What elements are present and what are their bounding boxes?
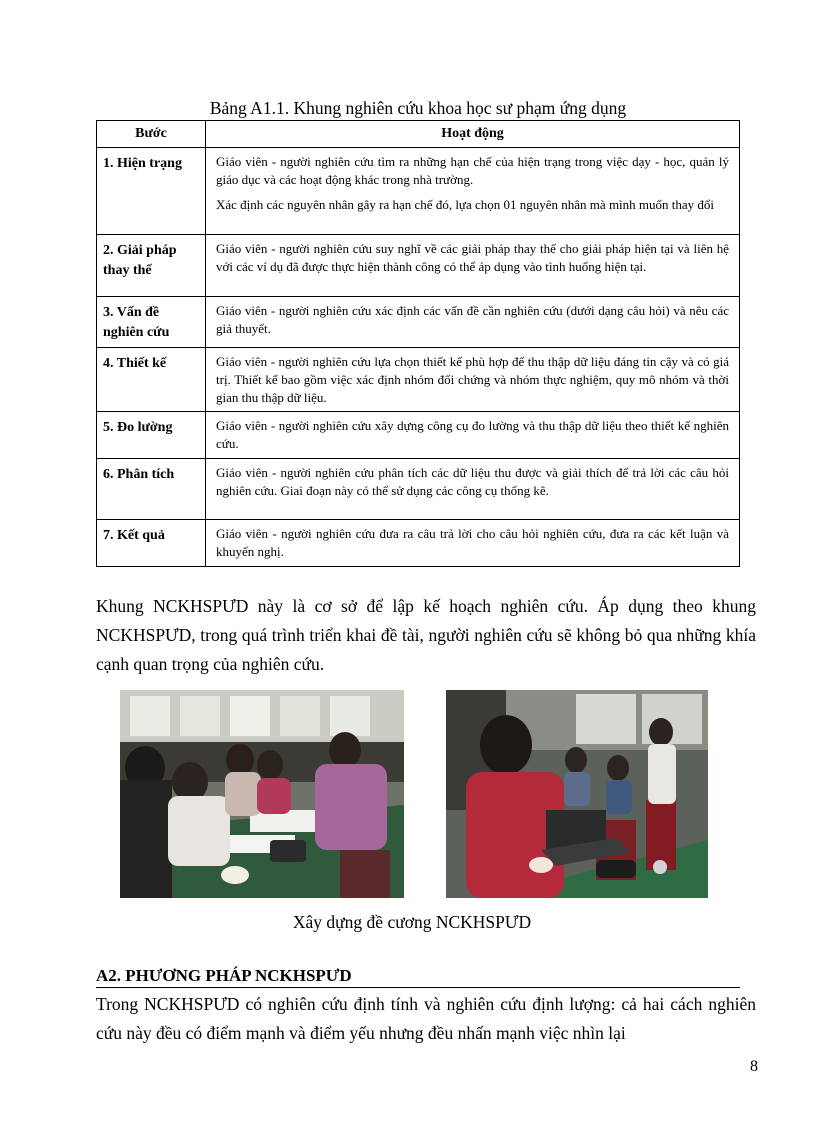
activity-text: Giáo viên - người nghiên cứu xây dựng công cụ đo lường và thu thập dữ liệu theo thiết kế nghiên cứu. [216,418,729,451]
activity-cell [206,459,740,520]
table-row [97,412,740,459]
table-row [97,348,740,412]
activity-cell [206,412,740,459]
step-cell: 2. Giải pháp thay thế [97,235,206,297]
activity-text: Xác định các nguyên nhân gây ra hạn chế đó, lựa chọn 01 nguyên nhân mà mình muốn thay đổi [216,197,715,212]
activity-text: Giáo viên - người nghiên cứu tìm ra những hạn chế của hiện trạng trong việc dạy - học, quản lý giáo dục và các hoạt động khác trong nhà trường. [216,154,729,187]
activity-text: Giáo viên - người nghiên cứu suy nghĩ về các giải pháp thay thế cho giải pháp hiện tại và liên hệ với các ví dụ đã được thực hiện thành công có thể áp dụng vào tình huống hiện tại. [216,241,729,274]
activity-cell [206,348,740,412]
page-number: 8 [750,1058,758,1075]
activity-text: Giáo viên - người nghiên cứu phân tích các dữ liệu thu được và giải thích để trả lời các câu hỏi nghiên cứu. Giai đoạn này có thể sử dụng các công cụ thống kê. [216,465,729,498]
body-paragraph: Trong NCKHSPƯD có nghiên cứu định tính và nghiên cứu định lượng: cả hai cách nghiên cứu này đều có điểm mạnh và điểm yếu nhưng đều nhấn mạnh việc nhìn lại [96,994,756,1043]
body-paragraph: Khung NCKHSPƯD này là cơ sở để lập kế hoạch nghiên cứu. Áp dụng theo khung NCKHSPƯD, trong quá trình triển khai đề tài, người nghiên cứu sẽ không bỏ qua những khía cạnh quan trọng của nghiên cứu. [96,596,756,674]
table-caption: Bảng A1.1. Khung nghiên cứu khoa học sư phạm ứng dụng [209,98,627,118]
photo-caption: Xây dựng đề cương NCKHSPƯD [292,912,532,932]
activity-cell [206,520,740,567]
step-cell: 7. Kết quả [97,520,206,567]
activity-text: Giáo viên - người nghiên cứu xác định các vấn đề cần nghiên cứu (dưới dạng câu hỏi) và nêu các giả thuyết. [216,303,729,336]
table-row [97,235,740,297]
step-cell: 6. Phân tích [97,459,206,520]
step-cell: 3. Vấn đề nghiên cứu [97,297,206,348]
table-row [97,148,740,235]
activity-text: Giáo viên - người nghiên cứu đưa ra câu trả lời cho câu hỏi nghiên cứu, đưa ra các kết luận và khuyến nghị. [216,526,729,559]
column-header-step: Bước [97,121,206,148]
activity-text: Giáo viên - người nghiên cứu lựa chọn thiết kế phù hợp để thu thập dữ liệu đáng tin cậy và có giá trị. Thiết kế bao gồm việc xác định nhóm đối chứng và nhóm thực nghiệm, quy mô nhóm và thời gian thu thập dữ liệu. [216,354,729,405]
activity-cell [206,297,740,348]
column-header-activity: Hoạt động [206,121,740,148]
workshop-photo-right [446,690,708,898]
activity-cell [206,235,740,297]
table-row [97,459,740,520]
workshop-photo-left [120,690,404,898]
section-heading: A2. PHƯƠNG PHÁP NCKHSPƯD [96,966,740,988]
step-cell: 4. Thiết kế [97,348,206,412]
table-header-row [97,121,740,148]
step-cell: 5. Đo lường [97,412,206,459]
activity-cell [206,148,740,235]
table-row [97,297,740,348]
research-framework-table [96,120,740,567]
step-cell: 1. Hiện trạng [97,148,206,235]
table-row [97,520,740,567]
